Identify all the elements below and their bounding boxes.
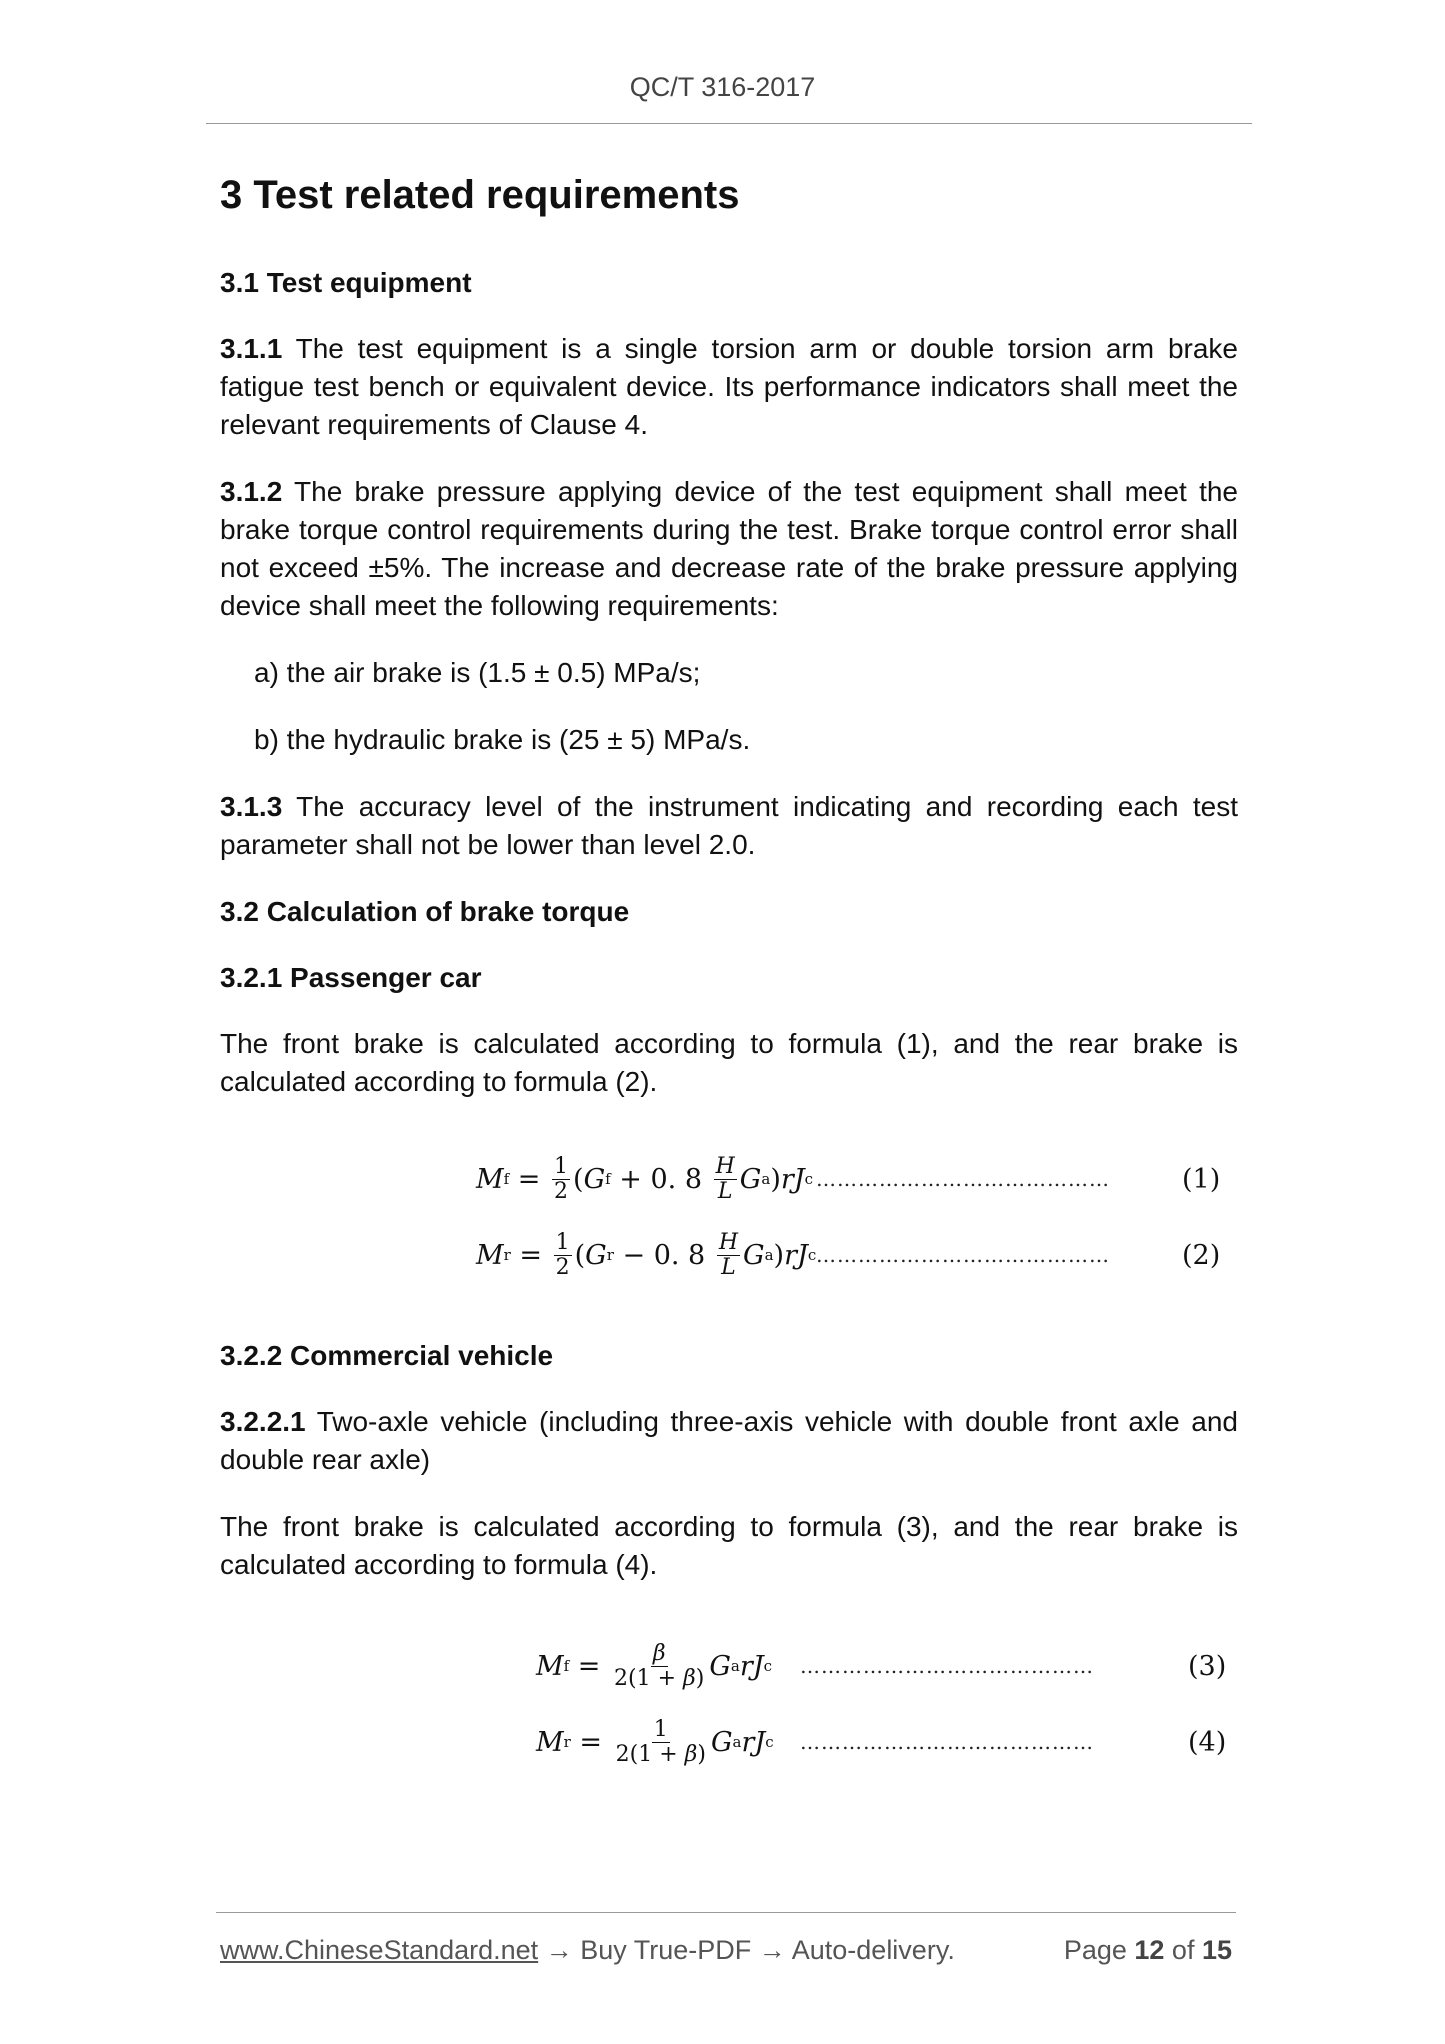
clause-number-3-1-2: 3.1.2 [220, 476, 283, 507]
page-number: 12 [1134, 1935, 1165, 1965]
formula-4-expression: M r = $\frac{1}{2(1 + \beta)}$ G a rJ c [536, 1716, 774, 1767]
formula-1-leader: …………………………………… [816, 1167, 1110, 1191]
formula-2-number: (2) [1182, 1239, 1221, 1271]
paragraph-3-1-1 [220, 330, 1238, 444]
formula-3-leader: …………………………………… [800, 1654, 1094, 1678]
footer-website-link[interactable]: www.ChineseStandard.net [220, 1935, 539, 1965]
footer-page-indicator [1064, 1930, 1232, 1970]
clause-number-3-1-3: 3.1.3 [220, 791, 283, 822]
section-title: 3 Test related requirements [220, 173, 740, 217]
paragraph-3-2-1: The front brake is calculated according to formula (1), and the rear brake is calculated according to formula (2). [220, 1028, 1238, 1097]
formula-4 [220, 1704, 1238, 1780]
list-item-a: a) the air brake is (1.5 ± 0.5) MPa/s; [254, 657, 701, 688]
of-label: of [1164, 1935, 1202, 1965]
paragraph-3-1-2 [220, 473, 1238, 625]
paragraph-3-2-2-1 [220, 1403, 1238, 1479]
subsection-3-2-1-title: 3.2.1 Passenger car [220, 962, 482, 993]
formula-4-number: (4) [1188, 1726, 1227, 1758]
formula-3 [220, 1628, 1238, 1704]
paragraph-3-2-2-1-formulas: The front brake is calculated according to formula (3), and the rear brake is calculated according to formula (4). [220, 1511, 1238, 1580]
formula-1-number: (1) [1182, 1163, 1221, 1195]
paragraph-3-1-3-text: The accuracy level of the instrument indicating and recording each test parameter shall not be lower than level 2.0. [220, 791, 1238, 860]
formula-2-expression: M r = $\frac{1}{2}$ ( G r − 0. 8 $\frac{H}{L}$ G a ) rJ c [476, 1229, 817, 1280]
paragraph-3-1-2-text: The brake pressure applying device of the test equipment shall meet the brake torque control requirements during the test. Brake torque control error shall not exceed ±5%. The increase and decrease rate of the brake pressure applying device shall meet the following requirements: [220, 476, 1238, 621]
footer-divider [216, 1912, 1236, 1913]
header-divider [206, 123, 1252, 124]
formula-2 [220, 1217, 1238, 1293]
footer-tagline: → Buy True-PDF → Auto-delivery. [538, 1935, 955, 1965]
clause-number-3-2-2-1: 3.2.2.1 [220, 1406, 306, 1437]
header-standard-code: QC/T 316-2017 [629, 72, 816, 102]
formula-3-number: (3) [1188, 1650, 1227, 1682]
paragraph-3-1-3 [220, 788, 1238, 864]
formula-2-leader: …………………………………… [816, 1243, 1110, 1267]
paragraph-3-1-1-text: The test equipment is a single torsion arm or double torsion arm brake fatigue test bench or equivalent device. Its performance indicators shall meet the relevant requirements of Clause 4. [220, 333, 1238, 440]
subsection-3-2-2-title: 3.2.2 Commercial vehicle [220, 1340, 554, 1371]
formula-4-leader: …………………………………… [800, 1730, 1094, 1754]
formula-3-expression: M f = $\frac{\beta}{2(1 + \beta)}$ G a rJ c [536, 1640, 772, 1691]
formula-1-expression: M f = $\frac{1}{2}$ ( G f + 0. 8 $\frac{H}{L}$ G a ) rJ c [476, 1153, 814, 1204]
page-content [220, 168, 1238, 1808]
page-total: 15 [1201, 1935, 1232, 1965]
list-item-b: b) the hydraulic brake is (25 ± 5) MPa/s. [254, 724, 751, 755]
subsection-3-1-title: 3.1 Test equipment [220, 267, 472, 298]
clause-number-3-1-1: 3.1.1 [220, 333, 283, 364]
formula-block-3-4 [220, 1628, 1238, 1780]
page-label: Page [1063, 1935, 1135, 1965]
subsection-3-2-title: 3.2 Calculation of brake torque [220, 896, 630, 927]
formula-block-1-2 [220, 1141, 1238, 1293]
formula-1 [220, 1141, 1238, 1217]
paragraph-3-2-2-1-text: Two-axle vehicle (including three-axis vehicle with double front axle and double rear axle) [220, 1406, 1238, 1475]
footer [220, 1930, 1232, 1970]
